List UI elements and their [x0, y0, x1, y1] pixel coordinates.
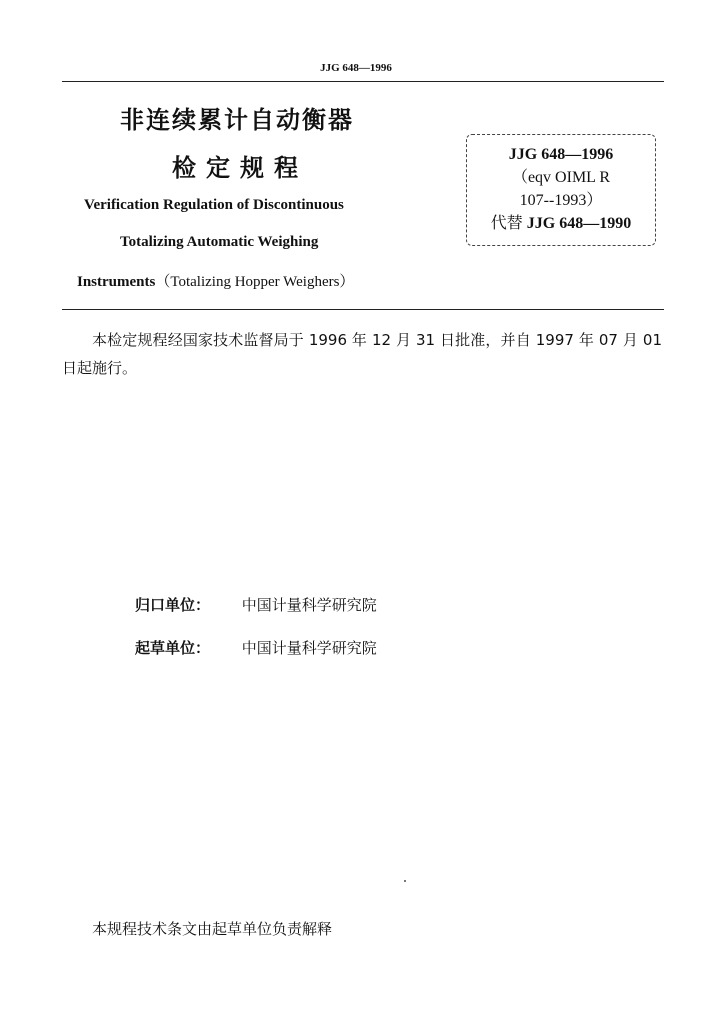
title-cn: 非连续累计自动衡器: [120, 106, 354, 134]
header-rule: [62, 81, 664, 82]
standard-code-box: [466, 134, 656, 246]
title-rule: [62, 309, 664, 310]
responsible-unit-value: 中国计量科学研究院: [241, 596, 377, 614]
code-box-line2: （eqv OIML R: [511, 169, 611, 186]
code-box-line4: [467, 212, 655, 235]
drafting-unit-value: 中国计量科学研究院: [241, 639, 377, 657]
subtitle-cn: 检定规程: [172, 154, 308, 182]
drafting-unit-row: [135, 637, 377, 658]
title-en-line2: Totalizing Automatic Weighing: [120, 234, 319, 250]
code-box-replaces-code: JJG 648—1990: [526, 215, 632, 232]
responsible-unit-label: 归口单位：: [135, 596, 211, 614]
responsible-unit-row: [135, 594, 377, 615]
title-en-line3: [77, 270, 354, 291]
header-standard-code: JJG 648—1996: [320, 62, 392, 74]
drafting-unit-label: 起草单位：: [135, 639, 211, 657]
approval-paragraph: 本检定规程经国家技术监督局于 1996 年 12 月 31 日批准，并自 1997 年 07 月 01 日起施行。: [62, 331, 662, 377]
code-box-line3: 107--1993）: [519, 192, 603, 209]
code-box-line1: JJG 648—1996: [508, 146, 614, 163]
footer-note: 本规程技术条文由起草单位负责解释: [92, 920, 333, 938]
scan-speck: [404, 880, 406, 882]
title-en-line3-paren: （Totalizing Hopper Weighers）: [155, 274, 355, 290]
title-en-line3-bold: Instruments: [77, 274, 156, 290]
title-en-line1: Verification Regulation of Discontinuous: [84, 197, 344, 213]
code-box-replaces-label: 代替: [490, 215, 523, 232]
